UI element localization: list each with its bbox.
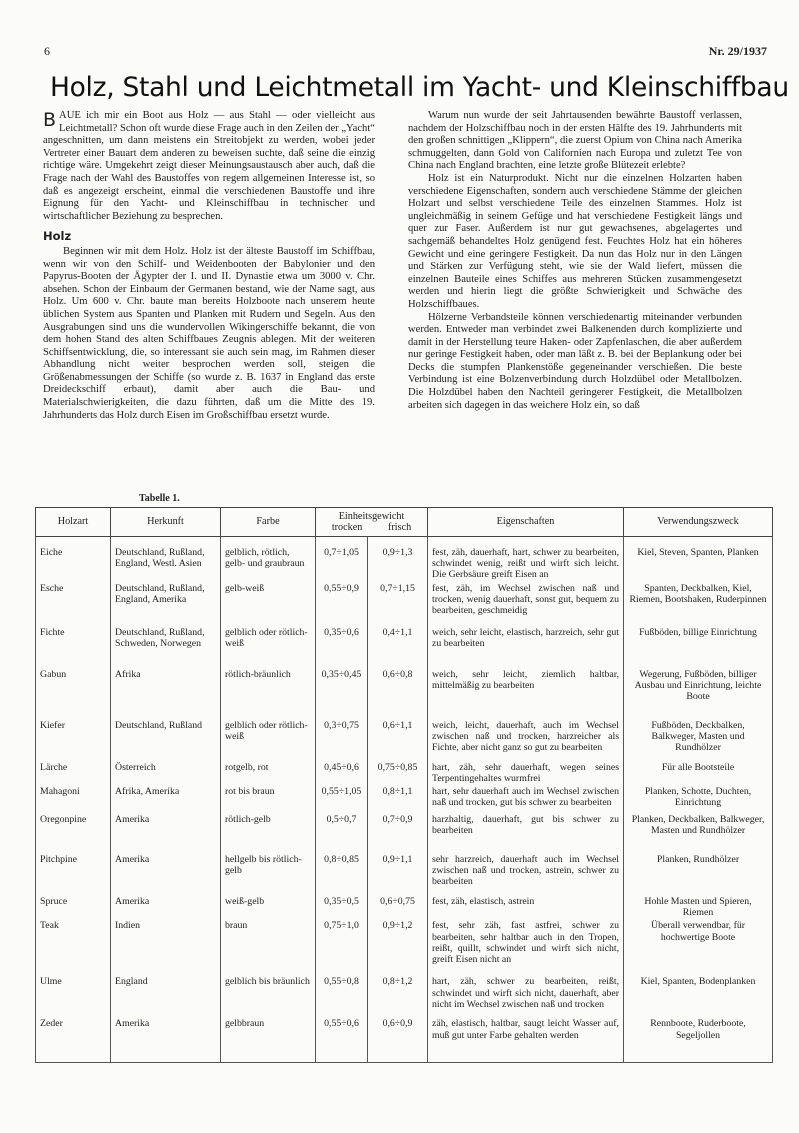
table-row bbox=[36, 668, 773, 719]
cell-frisch: 0,6÷1,1 bbox=[368, 719, 428, 761]
cell-herkunft: Deutschland, Rußland, Schweden, Norwegen bbox=[111, 626, 221, 668]
cell-trocken: 0,55÷1,05 bbox=[316, 785, 368, 813]
cell-eigenschaften: hart, sehr dauerhaft auch im Wechsel zwischen naß und trocken, gut bis schwer zu bearbeiten bbox=[428, 785, 624, 813]
cell-farbe: rötlich-gelb bbox=[221, 813, 316, 853]
cell-eigenschaften: hart, zäh, sehr dauerhaft, wegen seines Terpentingehaltes wurmfrei bbox=[428, 761, 624, 785]
table-row bbox=[36, 895, 773, 919]
cell-eigenschaften: fest, zäh, im Wechsel zwischen naß und trocken, wenig dauerhaft, sonst gut, bequem zu bearbeiten, geschmeidig bbox=[428, 582, 624, 626]
cell-verwendung: Planken, Deckbalken, Balkweger, Masten und Rundhölzer bbox=[624, 813, 773, 853]
cell-trocken: 0,55÷0,8 bbox=[316, 975, 368, 1017]
cell-farbe: rot bis braun bbox=[221, 785, 316, 813]
page-number: 6 bbox=[44, 44, 50, 58]
cell-trocken: 0,35÷0,45 bbox=[316, 668, 368, 719]
cell-farbe: hellgelb bis rötlich-gelb bbox=[221, 853, 316, 895]
table-row bbox=[36, 1017, 773, 1062]
cell-verwendung: Fußböden, Deckbalken, Balkweger, Masten und Rundhölzer bbox=[624, 719, 773, 761]
body-paragraph: Hölzerne Verbandsteile können verschiedenartig miteinander verbunden werden. Entweder man verbindet zwei Balkenenden durch komplizierte und damit in der Herstellung teure Haken- oder Zapfenlaschen, die aber außerdem nur geringe Festigkeit haben, oder man läßt z. B. bei der Beplankung oder bei Decks die stumpfen Plankenstöße gegeneinander verschießen. Die beste Verbindung ist eine Bolzenverbindung durch Holzdübel oder Metallbolzen. Die Holzdübel haben den Nachteil geringerer Festigkeit, die Metallbolzen arbeiten sich dagegen in das weichere Holz ein, so daß bbox=[408, 311, 742, 411]
cell-trocken: 0,55÷0,6 bbox=[316, 1017, 368, 1062]
intro-text: AUE ich mir ein Boot aus Holz — aus Stahl — oder vielleicht aus Leichtmetall? Schon oft wurde diese Frage auch in den Zeilen der „Yacht“ angeschnitten, um dann meistens ein Streitobjekt zu werden, wobei jeder Vertreter einer Bauart dem anderen zu beweisen suchte, daß seine die einzig richtige wäre. Umgekehrt zeigt dieser Meinungsaustausch aber auch, daß die Frage nach der Wahl des Baustoffes von regem allgemeinen Interesse ist, so daß es angezeigt erscheint, einmal die verschiedenen Baustoffe und ihre Eignung für den Yacht- und Kleinschiffbau in technischer und wirtschaftlicher Beziehung zu besprechen. bbox=[43, 110, 375, 222]
cell-farbe: rotgelb, rot bbox=[221, 761, 316, 785]
cell-trocken: 0,5÷0,7 bbox=[316, 813, 368, 853]
issue-number: Nr. 29/1937 bbox=[708, 44, 767, 58]
cell-holzart: Zeder bbox=[36, 1017, 111, 1062]
cell-frisch: 0,6÷0,75 bbox=[368, 895, 428, 919]
cell-frisch: 0,9÷1,3 bbox=[368, 537, 428, 582]
cell-holzart: Fichte bbox=[36, 626, 111, 668]
intro-paragraph bbox=[43, 110, 375, 223]
cell-herkunft: Deutschland, Rußland, England, Westl. Asien bbox=[111, 537, 221, 582]
header-herkunft: Herkunft bbox=[111, 508, 221, 537]
header-holzart: Holzart bbox=[36, 508, 111, 537]
cell-herkunft: Amerika bbox=[111, 1017, 221, 1062]
drop-cap: B bbox=[43, 109, 57, 131]
cell-verwendung: Kiel, Spanten, Bodenplanken bbox=[624, 975, 773, 1017]
cell-eigenschaften: fest, zäh, dauerhaft, hart, schwer zu bearbeiten, schwindet wenig, reißt und wirft sich leicht. Die Gerbsäure greift Eisen an bbox=[428, 537, 624, 582]
table-row bbox=[36, 919, 773, 975]
table-row bbox=[36, 813, 773, 853]
cell-herkunft: Amerika bbox=[111, 895, 221, 919]
cell-herkunft: Österreich bbox=[111, 761, 221, 785]
cell-holzart: Gabun bbox=[36, 668, 111, 719]
cell-verwendung: Fußböden, billige Einrichtung bbox=[624, 626, 773, 668]
cell-verwendung: Überall verwendbar, für hochwertige Boote bbox=[624, 919, 773, 975]
cell-eigenschaften: weich, sehr leicht, elastisch, harzreich, sehr gut zu bearbeiten bbox=[428, 626, 624, 668]
body-paragraph: Beginnen wir mit dem Holz. Holz ist der älteste Baustoff im Schiffbau, wenn wir von den Schilf- und Weidenbooten der Babylonier und den Papyrus-Booten der Ägypter der I. und II. Dynastie etwa um 3000 v. Chr. absehen. Schon der Einbaum der Germanen bestand, wie der Name sagt, aus Holz. Um 600 v. Chr. baute man bereits Holzboote nach unserem heute üblichen System aus Spanten und Planken mit Rudern und Segeln. Aus den Ausgrabungen sind uns die wundervollen Wikingerschiffe bekannt, die von dem hohen Stand des alten Schiffbaues Zeugnis ablegen. Mit der weiteren Schiffsentwicklung, die, so interessant sie auch sein mag, im Rahmen dieser Abhandlung nicht weiter besprochen werden soll, steigen die Größenabmessungen der Schiffe (so wurde z. B. 1637 in England das erste Dreideckschiff erbaut), damit aber auch die Bau- und Materialschwierigkeiten, die dazu führten, daß um die Mitte des 19. Jahrhunderts das Holz durch Eisen im Großschiffbau ersetzt wurde. bbox=[43, 245, 375, 421]
table-caption: Tabelle 1. bbox=[139, 493, 180, 504]
table-row bbox=[36, 853, 773, 895]
cell-farbe: gelblich oder rötlich-weiß bbox=[221, 626, 316, 668]
cell-holzart: Mahagoni bbox=[36, 785, 111, 813]
cell-verwendung: Wegerung, Fußböden, billiger Ausbau und Einrichtung, leichte Boote bbox=[624, 668, 773, 719]
header-einheitsgewicht bbox=[316, 508, 428, 537]
cell-farbe: gelblich bis bräunlich bbox=[221, 975, 316, 1017]
cell-eigenschaften: fest, sehr zäh, fast astfrei, schwer zu bearbeiten, sehr haltbar auch in den Tropen, reißt, quillt, schwindet und wirft sich nicht, greift Eisen nicht an bbox=[428, 919, 624, 975]
cell-trocken: 0,35÷0,6 bbox=[316, 626, 368, 668]
cell-herkunft: Deutschland, Rußland, England, Amerika bbox=[111, 582, 221, 626]
cell-holzart: Lärche bbox=[36, 761, 111, 785]
cell-verwendung: Planken, Rundhölzer bbox=[624, 853, 773, 895]
cell-herkunft: Afrika, Amerika bbox=[111, 785, 221, 813]
header-eigenschaften: Eigenschaften bbox=[428, 508, 624, 537]
cell-frisch: 0,7÷1,15 bbox=[368, 582, 428, 626]
cell-trocken: 0,75÷1,0 bbox=[316, 919, 368, 975]
cell-holzart: Teak bbox=[36, 919, 111, 975]
cell-verwendung: Kiel, Steven, Spanten, Planken bbox=[624, 537, 773, 582]
cell-herkunft: Amerika bbox=[111, 813, 221, 853]
body-paragraph: Warum nun wurde der seit Jahrtausenden bewährte Baustoff verlassen, nachdem der Holzschiffbau noch in der ersten Hälfte des 19. Jahrhunderts mit den großen schnittigen „Klippern“, die zuerst Opium von China nach Amerika schmuggelten, dann Gold von Californien nach Europa und zuletzt Tee von China nach England brachten, eine letzte große Blütezeit erlebte? bbox=[408, 110, 742, 172]
cell-farbe: weiß-gelb bbox=[221, 895, 316, 919]
cell-holzart: Esche bbox=[36, 582, 111, 626]
table-row bbox=[36, 626, 773, 668]
section-heading: Holz bbox=[43, 229, 72, 244]
right-column bbox=[408, 110, 742, 412]
article-title: Holz, Stahl und Leichtmetall im Yacht- und Kleinschiffbau bbox=[50, 72, 789, 103]
table-row bbox=[36, 975, 773, 1017]
wood-properties-table bbox=[35, 507, 773, 1063]
cell-trocken: 0,45÷0,6 bbox=[316, 761, 368, 785]
header-trocken: trocken bbox=[331, 522, 363, 533]
cell-verwendung: Rennboote, Ruderboote, Segeljollen bbox=[624, 1017, 773, 1062]
cell-farbe: gelb-weiß bbox=[221, 582, 316, 626]
cell-verwendung: Planken, Schotte, Duchten, Einrichtung bbox=[624, 785, 773, 813]
cell-trocken: 0,7÷1,05 bbox=[316, 537, 368, 582]
left-column bbox=[43, 110, 375, 422]
cell-eigenschaften: zäh, elastisch, haltbar, saugt leicht Wasser auf, muß gut unter Farbe gehalten werden bbox=[428, 1017, 624, 1062]
cell-holzart: Ulme bbox=[36, 975, 111, 1017]
header-frisch: frisch bbox=[388, 522, 412, 533]
table-header-row bbox=[36, 508, 773, 537]
cell-verwendung: Spanten, Deckbalken, Kiel, Riemen, Bootshaken, Ruderpinnen bbox=[624, 582, 773, 626]
cell-eigenschaften: weich, leicht, dauerhaft, auch im Wechsel zwischen naß und trocken, harzreicher als Fichte, aber nicht ganz so gut zu bearbeiten bbox=[428, 719, 624, 761]
cell-holzart: Eiche bbox=[36, 537, 111, 582]
cell-frisch: 0,9÷1,1 bbox=[368, 853, 428, 895]
table-row bbox=[36, 761, 773, 785]
cell-herkunft: England bbox=[111, 975, 221, 1017]
cell-herkunft: Afrika bbox=[111, 668, 221, 719]
cell-eigenschaften: hart, zäh, schwer zu bearbeiten, reißt, schwindet und wirft sich nicht, dauerhaft, aber nicht im Wechsel zwischen naß und trocken bbox=[428, 975, 624, 1017]
cell-farbe: gelblich oder rötlich-weiß bbox=[221, 719, 316, 761]
cell-frisch: 0,8÷1,2 bbox=[368, 975, 428, 1017]
cell-verwendung: Hohle Masten und Spieren, Riemen bbox=[624, 895, 773, 919]
cell-trocken: 0,8÷0,85 bbox=[316, 853, 368, 895]
cell-frisch: 0,4÷1,1 bbox=[368, 626, 428, 668]
table-row bbox=[36, 719, 773, 761]
cell-frisch: 0,75÷0,85 bbox=[368, 761, 428, 785]
cell-herkunft: Amerika bbox=[111, 853, 221, 895]
cell-farbe: braun bbox=[221, 919, 316, 975]
table-row bbox=[36, 537, 773, 582]
header-gewicht-label: Einheitsgewicht bbox=[338, 510, 405, 522]
header-farbe: Farbe bbox=[221, 508, 316, 537]
cell-herkunft: Deutschland, Rußland bbox=[111, 719, 221, 761]
cell-verwendung: Für alle Bootsteile bbox=[624, 761, 773, 785]
cell-farbe: gelblich, rötlich, gelb- und graubraun bbox=[221, 537, 316, 582]
cell-eigenschaften: harzhaltig, dauerhaft, gut bis schwer zu bearbeiten bbox=[428, 813, 624, 853]
header-verwendung: Verwendungszweck bbox=[624, 508, 773, 537]
body-paragraph: Holz ist ein Naturprodukt. Nicht nur die einzelnen Holzarten haben verschiedene Eigenschaften, sondern auch verschiedene Stämme der gleichen Holzart und selbst verschiedene Teile des einzelnen Stammes. Holz ist ungleichmäßig in seinem Gefüge und hat verschiedene Festigkeit längs und quer zur Faser. Außerdem ist nur gut gewachsenes, abgelagertes und sachgemäß behandeltes Holz genügend fest. Feuchtes Holz hat ein höheres Gewicht und eine geringere Festigkeit. Da nun das Holz nur in den Längen und Stärken zur Verfügung steht, wie sie der Wald liefert, müssen die einzelnen Bauteile eines Schiffes aus mehreren Stücken zusammengesetzt werden und hierin liegt die größte Schwierigkeit und Schwäche des Holzschiffbaues. bbox=[408, 172, 742, 310]
cell-trocken: 0,3÷0,75 bbox=[316, 719, 368, 761]
cell-holzart: Pitchpine bbox=[36, 853, 111, 895]
cell-eigenschaften: sehr harzreich, dauerhaft auch im Wechsel zwischen naß und trocken, astrein, schwer zu bearbeiten bbox=[428, 853, 624, 895]
cell-holzart: Oregonpine bbox=[36, 813, 111, 853]
cell-farbe: gelbbraun bbox=[221, 1017, 316, 1062]
cell-trocken: 0,55÷0,9 bbox=[316, 582, 368, 626]
cell-holzart: Kiefer bbox=[36, 719, 111, 761]
cell-holzart: Spruce bbox=[36, 895, 111, 919]
cell-herkunft: Indien bbox=[111, 919, 221, 975]
cell-eigenschaften: fest, zäh, elastisch, astrein bbox=[428, 895, 624, 919]
cell-frisch: 0,9÷1,2 bbox=[368, 919, 428, 975]
cell-farbe: rötlich-bräunlich bbox=[221, 668, 316, 719]
cell-trocken: 0,35÷0,5 bbox=[316, 895, 368, 919]
table-row bbox=[36, 785, 773, 813]
cell-frisch: 0,6÷0,9 bbox=[368, 1017, 428, 1062]
cell-frisch: 0,7÷0,9 bbox=[368, 813, 428, 853]
table-row bbox=[36, 582, 773, 626]
cell-frisch: 0,6÷0,8 bbox=[368, 668, 428, 719]
cell-frisch: 0,8÷1,1 bbox=[368, 785, 428, 813]
cell-eigenschaften: weich, sehr leicht, ziemlich haltbar, mittelmäßig zu bearbeiten bbox=[428, 668, 624, 719]
